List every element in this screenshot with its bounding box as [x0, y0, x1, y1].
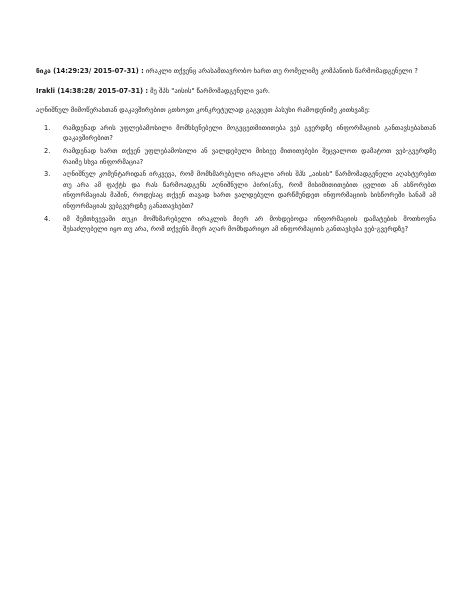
list-item-text: იმ შემთხვევაში თუკი მომხმარებელი ირაკლის მიერ არ მოხდებოდა ინფორმაციის დამატების მოთხოვნა შესაძლებელი იყო თუ არა, რომ თქვენს მიერ აღარ მომხდარიყო ამ ინფორმაციის განთავსება ვებ-გვერდზე?: [63, 214, 436, 234]
list-number: 3.: [44, 170, 51, 179]
list-number: 4.: [44, 214, 51, 223]
list-item: [36, 146, 436, 167]
list-item-text: რამდენად ხართ თქვენ უფლებამოსილი ან ვალდებული მისიეე მითითებები შეცვალოთ დამატოთ ვებ-გვერდზე რაიმე სხვა ინფორმაცია?: [63, 146, 436, 166]
list-item-text: რამდენად არის უფლებამოსილი მომხსენებელი მოგვცეთმითითება ვებ გვერდზე ინფორმაციის განთავსებასთან დაკავშირებით?: [63, 123, 436, 143]
message-text: ირაკლი თქვენც არასამთავრობო ხართ თუ რომელიმე კომპანიის წარმომადგენელი ?: [143, 67, 418, 75]
document-body: [36, 66, 436, 237]
list-item: [36, 123, 436, 144]
speaker-label: Irakli (14:38:28/ 2015-07-31) :: [36, 86, 148, 95]
chat-message-nika: [36, 66, 436, 77]
list-number: 1.: [44, 123, 51, 132]
list-item: [36, 169, 436, 211]
message-text: მე შპს "აისის" წარმომადგენელი ვარ.: [148, 86, 270, 95]
speaker-label: ნიკა (14:29:23/ 2015-07-31) :: [36, 67, 144, 75]
questions-intro: აღნიშნულ მიმოწერასთან დაკავშირებით გთხოვთ კონკრეტულად გაგვცეთ პასუხი რამოდენიმე კითხვაზე:: [36, 106, 371, 115]
list-item: [36, 214, 436, 235]
questions-list: [36, 123, 436, 235]
list-item-text: აღნიშნულ კომენტარიდან ირკვევა, რომ მომხმარებელი ირაკლი არის შპს „აისის" წარმომადგენელი აღასტურებთ თუ არა ამ ფაქტს და რას წარმოადგენს აღნიშნული პირი(ანუ, რომ მისიმითითებით ცვლით ან ასწორებთ ინფორმაციას მაშინ, როდესაც თქვენ თავად ხართ ვალდებული დარწმუნდეთ ინფორმაციის სისწორეში სანამ ამ ინფორმაციას ვებგვერდზე განათავსებთ?: [63, 170, 436, 210]
list-number: 2.: [44, 146, 51, 155]
chat-message-irakli: [36, 86, 436, 97]
